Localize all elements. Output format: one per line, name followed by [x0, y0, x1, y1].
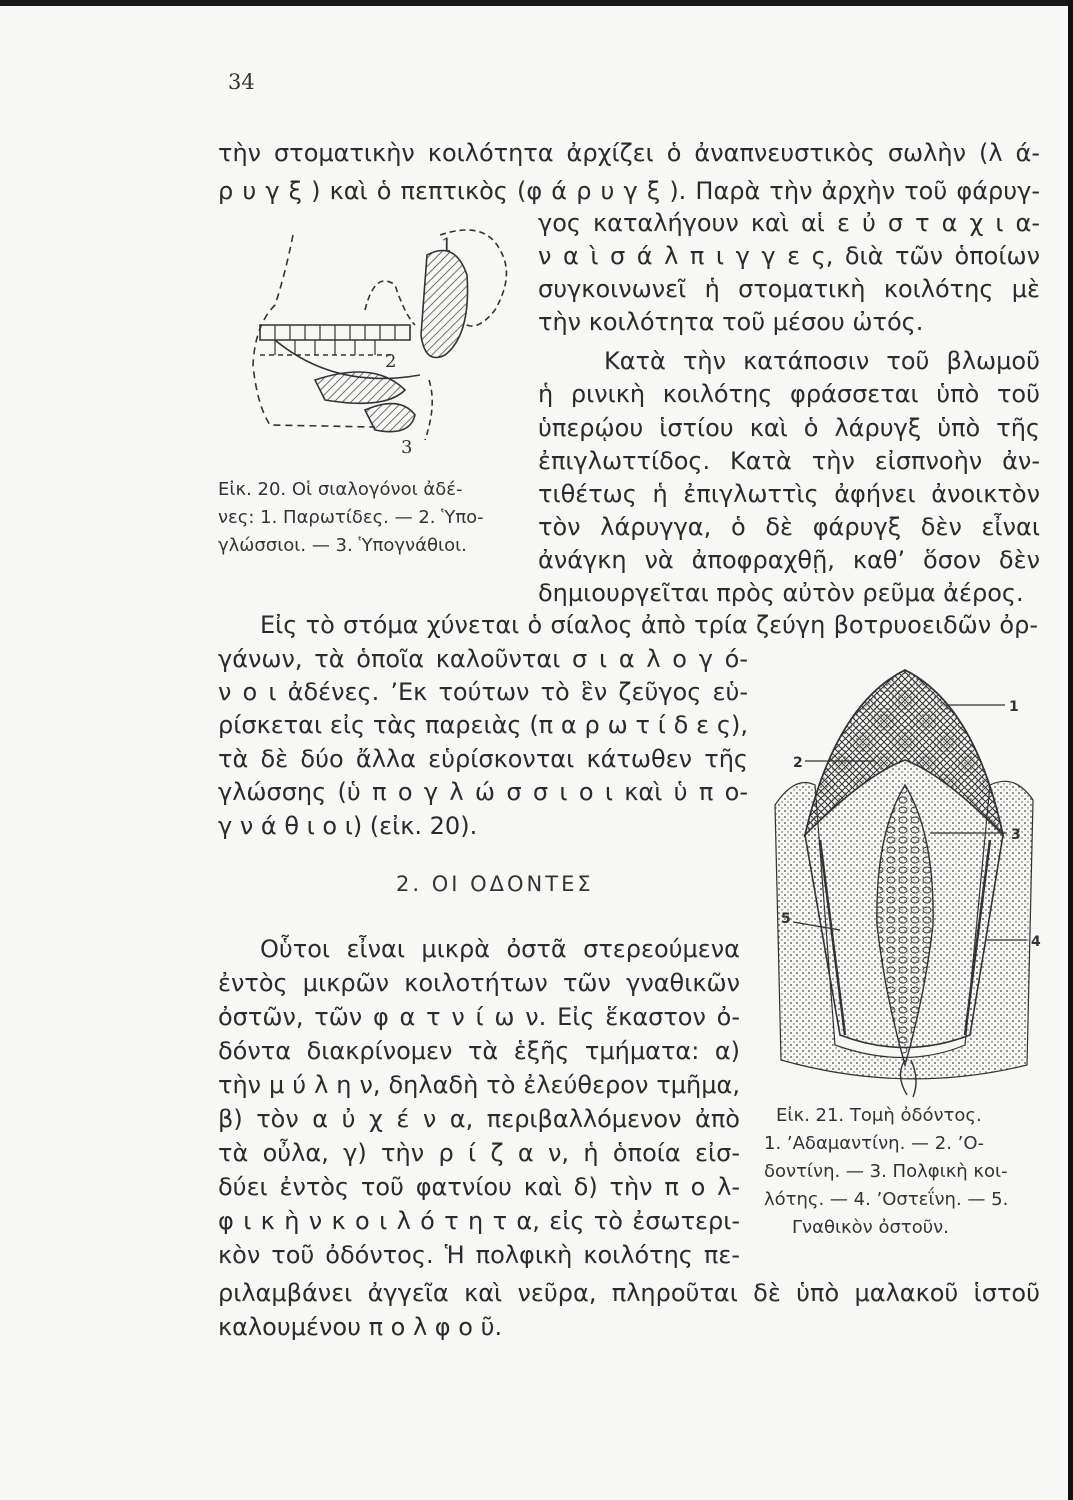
text-line: ἐντὸς μικρῶν κοιλοτήτων τῶν γναθικῶν: [218, 969, 740, 997]
text-line: δύει ἐντὸς τοῦ φατνίου καὶ δ) τὴν π ο λ-: [218, 1173, 740, 1201]
fig21-label-3: 3: [1011, 827, 1021, 843]
figure-21-caption-line: Γναθικὸν ὀστοῦν.: [792, 1217, 949, 1238]
text-line: γάνων, τὰ ὁποῖα καλοῦνται σ ι α λ ο γ ό-: [218, 645, 748, 673]
text-line: τὴν κοιλότητα τοῦ μέσου ὠτός.: [538, 308, 924, 336]
text-line: καλουμένου π ο λ φ ο ῦ.: [218, 1313, 503, 1341]
text-line: γ ν ά θ ι ο ι) (εἰκ. 20).: [218, 812, 478, 840]
figure-20-caption-line: Εἰκ. 20. Οἱ σιαλογόνοι ἀδέ-: [218, 479, 463, 500]
text-line: τὸν λάρυγγα, ὁ δὲ φάρυγξ δὲν εἶναι: [538, 513, 1040, 541]
figure-21-caption-line: λότης. — 4. ’Οστεΐνη. — 5.: [764, 1189, 1009, 1210]
text-line: β) τὸν α ὐ χ έ ν α, περιβαλλόμενον ἀπὸ: [218, 1105, 740, 1133]
text-line: ἐπιγλωττίδος. Κατὰ τὴν εἰσπνοὴν ἀν-: [538, 447, 1040, 475]
fig20-label-3: 3: [401, 437, 413, 458]
scan-edge-right: [1068, 0, 1073, 1500]
text-line: γος καταλήγουν καὶ αἱ ε ὐ σ τ α χ ι α-: [538, 209, 1040, 237]
page-number: 34: [228, 70, 255, 94]
figure-21-caption-line: Εἰκ. 21. Τομὴ ὀδόντος.: [776, 1105, 982, 1126]
figure-20-caption-line: νες: 1. Παρωτίδες. — 2. Ὑπο-: [218, 507, 484, 528]
text-line: τὰ δὲ δύο ἄλλα εὑρίσκονται κάτωθεν τῆς: [218, 745, 748, 773]
text-line: ὀστῶν, τῶν φ α τ ν ί ω ν. Εἰς ἕκαστον ὀ-: [218, 1003, 740, 1031]
fig20-label-2: 2: [385, 351, 397, 372]
text-line: τιθέτως ἡ ἐπιγλωττὶς ἀφήνει ἀνοικτὸν: [538, 480, 1040, 508]
text-line: δόντα διακρίνομεν τὰ ἑξῆς τμήματα: α): [218, 1037, 740, 1065]
figure-21-caption-line: δοντίνη. — 3. Πολφικὴ κοι-: [764, 1161, 1008, 1182]
text-line: τὴν στοματικὴν κοιλότητα ἀρχίζει ὁ ἀναπνευστικὸς σωλὴν (λ ά-: [218, 139, 1040, 167]
text-line: ρίσκεται εἰς τὰς παρειὰς (π α ρ ω τ ί δ ε ς),: [218, 711, 748, 739]
figure-20-salivary-glands: [215, 215, 535, 465]
fig21-label-1: 1: [1009, 699, 1019, 715]
text-line: ρ υ γ ξ ) καὶ ὁ πεπτικὸς (φ ά ρ υ γ ξ ). Παρὰ τὴν ἀρχὴν τοῦ φάρυγ-: [218, 177, 1040, 205]
text-line: Κατὰ τὴν κατάποσιν τοῦ βλωμοῦ: [604, 347, 1040, 375]
figure-20-caption-line: γλώσσιοι. — 3. Ὑπογνάθιοι.: [218, 535, 467, 556]
text-line: Εἰς τὸ στόμα χύνεται ὁ σίαλος ἀπὸ τρία ζεύγη βοτρυοειδῶν ὀρ-: [260, 611, 1038, 639]
text-line: ἡ ρινικὴ κοιλότης φράσσεται ὑπὸ τοῦ: [538, 380, 1040, 408]
text-line: τὰ οὖλα, γ) τὴν ρ ί ζ α ν, ἡ ὁποία εἰσ-: [218, 1139, 740, 1167]
fig20-label-1: 1: [441, 235, 453, 256]
section-heading: 2. ΟΙ ΟΔΟΝΤΕΣ: [396, 872, 594, 896]
text-line: ὑπερῴου ἱστίου καὶ ὁ λάρυγξ ὑπὸ τῆς: [538, 414, 1040, 442]
scan-edge-top: [0, 0, 1073, 6]
text-line: φ ι κ ὴ ν κ ο ι λ ό τ η τ α, εἰς τὸ ἐσωτερι-: [218, 1207, 740, 1235]
text-line: τὴν μ ύ λ η ν, δηλαδὴ τὸ ἐλεύθερον τμῆμα,: [218, 1071, 740, 1099]
fig21-label-5: 5: [781, 911, 791, 927]
text-line: ριλαμβάνει ἀγγεῖα καὶ νεῦρα, πληροῦται δὲ ὑπὸ μαλακοῦ ἱστοῦ: [218, 1279, 1040, 1307]
text-line: ἀνάγκη νὰ ἀποφραχθῇ, καθ’ ὅσον δὲν: [538, 546, 1040, 574]
text-line: κὸν τοῦ ὀδόντος. Ἡ πολφικὴ κοιλότης πε-: [218, 1241, 740, 1269]
fig21-label-2: 2: [793, 755, 803, 771]
text-line: γλώσσης (ὑ π ο γ λ ώ σ σ ι ο ι καὶ ὑ π ο-: [218, 778, 748, 806]
text-line: δημιουργεῖται πρὸς αὐτὸν ρεῦμα ἀέρος.: [538, 579, 1024, 607]
figure-21-tooth-section: [765, 665, 1055, 1100]
text-line: ν α ὶ σ ά λ π ι γ γ ε ς, διὰ τῶν ὁποίων: [538, 242, 1040, 270]
text-line: Οὗτοι εἶναι μικρὰ ὀστᾶ στερεούμενα: [260, 935, 740, 963]
figure-21-caption-line: 1. ’Αδαμαντίνη. — 2. ’Ο-: [764, 1133, 985, 1154]
text-line: συγκοινωνεῖ ἡ στοματικὴ κοιλότης μὲ: [538, 275, 1040, 303]
fig21-label-4: 4: [1031, 934, 1041, 950]
text-line: ν ο ι ἀδένες. ’Εκ τούτων τὸ ἓν ζεῦγος εὑ-: [218, 678, 748, 706]
